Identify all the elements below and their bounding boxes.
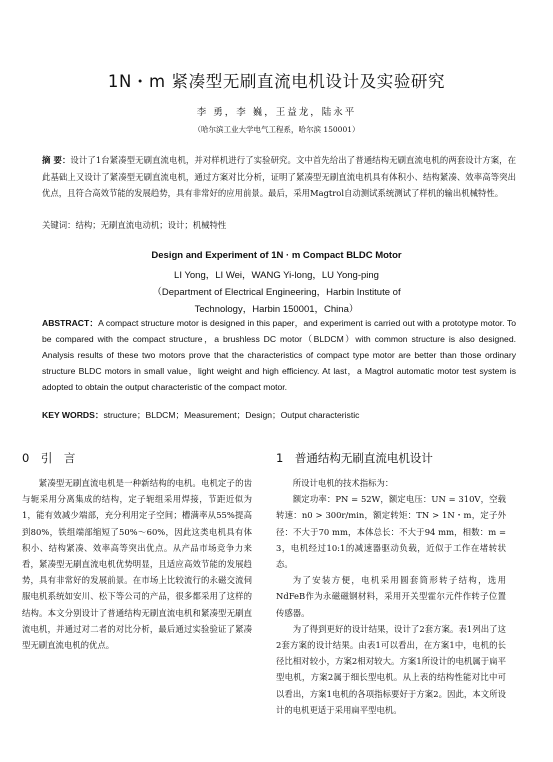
keywords-label: 关键词： — [42, 220, 76, 230]
english-authors: LI Yong，LI Wei，WANG Yi-long，LU Yong-ping — [174, 270, 379, 281]
section-1-paragraph-4: 为了得到更好的设计结果，设计了2套方案。表1列出了这2套方案的设计结果。由表1可以看出，在方案1中，电机的长径比相对较小，方案2相对较大。方案1所设计的电机属于扁平型电机，方案2属于细长型电机。从上表的结构性能对比中可以看出，方案1电机的各项指标要好于方案2。因此，本文所设计的电机更适于采用扁平型电机。 — [276, 623, 506, 715]
abstract-label: 摘 要： — [42, 155, 71, 165]
english-affiliation-line-2: Technology，Harbin 150001，China） — [194, 304, 359, 315]
english-affiliation-line-1: （Department of Electrical Engineering，Harbin Institute of — [152, 287, 401, 298]
section-1-paragraph-2: 额定功率：PN = 52W，额定电压：UN = 310V，空载转速：n0 > 300r/min，额定转矩：TN > 1N・m，定子外径：不大于70 mm，本体总长：不大于94 mm，相数：m = 3，电机经过10:1的减速器驱动负载，近似于工作在堵转状态。 — [276, 494, 506, 570]
english-title: Design and Experiment of 1N · m Compact BLDC Motor — [151, 250, 402, 261]
section-1-heading: 1 普通结构无刷直流电机设计 — [276, 451, 433, 465]
chinese-abstract — [42, 152, 516, 202]
paper-title: 1N・m 紧凑型无刷直流电机设计及实验研究 — [107, 72, 446, 91]
chinese-keywords — [42, 219, 516, 231]
english-abstract-text: A compact structure motor is designed in this paper，and experiment is carried out with a prototype motor. To be compared with the compact structure，a brushless DC motor（BLDCM）with common structure is also designed. Analysis results of these two motors prove that the characteristics of compact type motor are better than those ordinary structure BLDC motors in small value，light weight and high efficiency. At last，a Magtrol automatic motor test system is adopted to obtain the output characteristic of the compact motor. — [42, 318, 516, 392]
abstract-text: 设计了1台紧凑型无刷直流电机，并对样机进行了实验研究。文中首先给出了普通结构无刷直流电机的两套设计方案，在此基础上又设计了紧凑型无刷直流电机，通过方案对比分析，证明了紧凑型无刷直流电机具有体积小、结构紧凑、效率高等突出优点，且符合高效节能的发展趋势，具有非常好的应用前景。最后，采用Magtrol自动测试系统测试了样机的输出机械特性。 — [42, 155, 517, 198]
right-column — [276, 475, 506, 718]
english-keywords-label: KEY WORDS： — [42, 410, 104, 420]
paper-authors: 李 勇，李 巍，王益龙，陆永平 — [196, 107, 357, 118]
english-abstract — [42, 315, 516, 395]
english-affiliation — [0, 284, 553, 318]
english-keywords — [42, 409, 516, 421]
section-1-paragraph-3: 为了安装方便，电机采用圆套筒形转子结构，选用NdFeB作为永磁磁钢材料，采用开关型霍尔元件作转子位置传感器。 — [276, 575, 506, 618]
english-keywords-text: structure；BLDCM；Measurement；Design；Output characteristic — [103, 410, 360, 420]
keywords-text: 结构；无刷直流电动机；设计；机械特性 — [75, 220, 227, 230]
left-column — [22, 475, 252, 653]
english-abstract-label: ABSTRACT： — [42, 318, 99, 328]
section-0-heading: 0 引 言 — [22, 451, 76, 465]
section-1-paragraph-1: 所设计电机的技术指标为： — [292, 478, 394, 488]
section-0-paragraph: 紧凑型无刷直流电机是一种新结构的电机。电机定子的齿与轭采用分离集成的结构，定子轭组采用焊接，节距近似为1，能有效减少端部，充分利用定子空间；槽满率从55%提高到80%，铁组端部缩短了50%～60%，因此这类电机具有体积小、结构紧凑、效率高等突出优点。从产品市场竞争力来看，紧凑型无刷直流电机优势明显，且适应高效节能的发展趋势，具有非常好的发展前景。在市场上比较流行的永磁交流伺服电机系统如安川、松下等公司的产品，很多都采用了这样的结构。本文分别设计了普通结构无刷直流电机和紧凑型无刷直流电机，并通过对二者的对比分析，最后通过实验验证了紧凑型无刷直流电机的优点。 — [22, 478, 252, 651]
paper-affiliation: （哈尔滨工业大学电气工程系，哈尔滨 150001） — [193, 125, 360, 134]
